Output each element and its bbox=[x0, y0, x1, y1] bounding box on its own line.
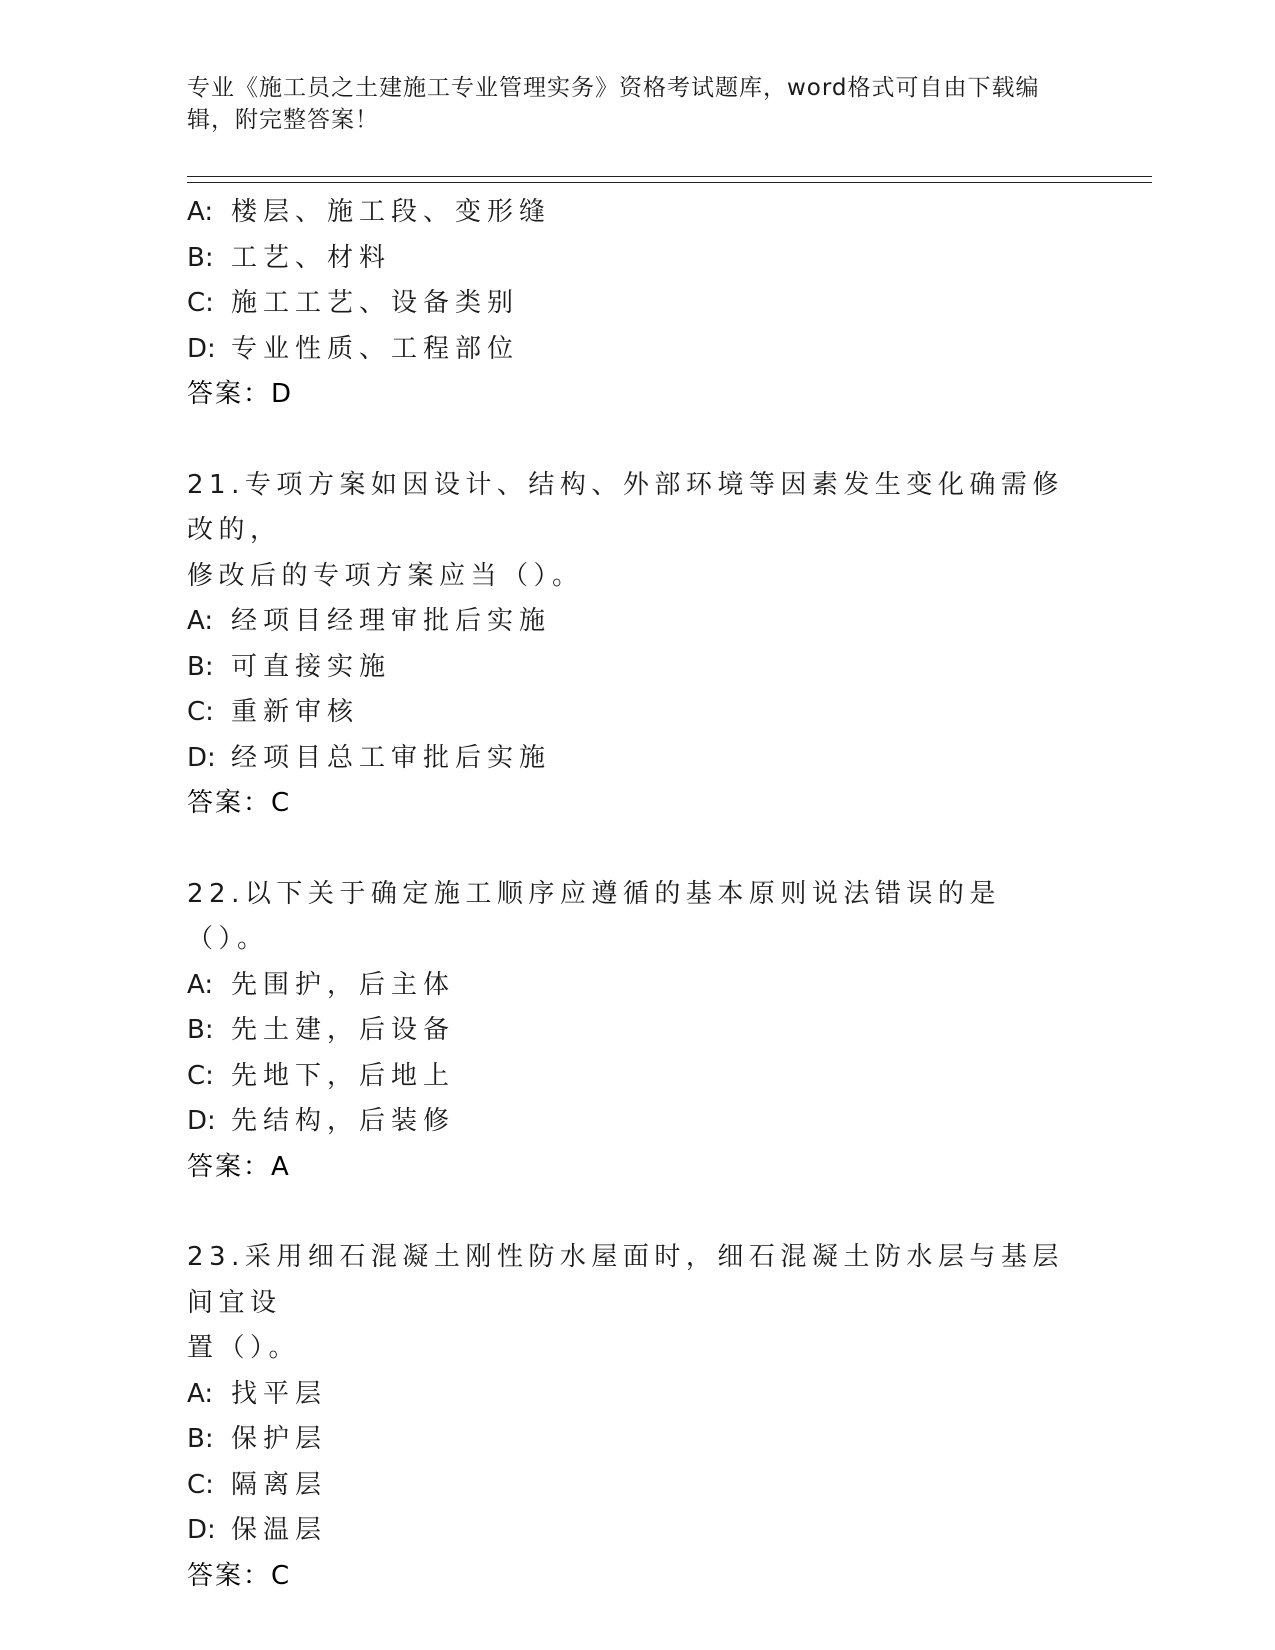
answer-line: 答案：C bbox=[187, 788, 292, 818]
option-line bbox=[187, 1417, 1107, 1463]
option-letter: D: bbox=[187, 1106, 216, 1136]
option-letter: C: bbox=[187, 1060, 214, 1091]
answer-line: 答案：C bbox=[187, 1560, 292, 1591]
option-text: 施工工艺、设备类别 bbox=[231, 288, 520, 318]
question-23 bbox=[187, 1235, 1107, 1599]
option-line bbox=[187, 599, 1107, 645]
question-22 bbox=[187, 872, 1107, 1191]
option-line bbox=[187, 1099, 1107, 1145]
option-text: 先地下，后地上 bbox=[231, 1060, 456, 1091]
question-stem-line: 21.专项方案如因设计、结构、外部环境等因素发生变化确需修改的， bbox=[187, 469, 1064, 545]
option-line bbox=[187, 1508, 1107, 1554]
option-letter: D: bbox=[187, 333, 216, 364]
option-text: 隔离层 bbox=[231, 1469, 328, 1500]
option-line bbox=[187, 1008, 1107, 1054]
option-text: 可直接实施 bbox=[231, 651, 392, 682]
option-line bbox=[187, 236, 1107, 282]
option-letter: B: bbox=[187, 651, 214, 682]
question-content bbox=[187, 190, 1107, 1599]
question-stem-line: 修改后的专项方案应当（）。 bbox=[187, 560, 584, 591]
spacer bbox=[187, 418, 1107, 463]
answer-line: 答案：D bbox=[187, 379, 294, 409]
option-line bbox=[187, 736, 1107, 782]
option-line bbox=[187, 190, 1107, 236]
option-line bbox=[187, 690, 1107, 736]
option-letter: B: bbox=[187, 242, 214, 273]
option-text: 专业性质、工程部位 bbox=[231, 333, 520, 364]
option-letter: A: bbox=[187, 969, 214, 1000]
option-text: 先结构，后装修 bbox=[231, 1106, 456, 1136]
option-text: 先土建，后设备 bbox=[231, 1015, 456, 1045]
answer-line: 答案：A bbox=[187, 1151, 291, 1182]
option-letter: A: bbox=[187, 197, 214, 227]
option-letter: C: bbox=[187, 697, 214, 727]
option-letter: B: bbox=[187, 1015, 214, 1045]
option-line bbox=[187, 1372, 1107, 1418]
option-text: 保护层 bbox=[231, 1424, 328, 1454]
spacer bbox=[187, 1190, 1107, 1235]
option-text: 找平层 bbox=[231, 1378, 328, 1409]
question-stem-line: 23.采用细石混凝土刚性防水屋面时，细石混凝土防水层与基层间宜设 bbox=[187, 1242, 1064, 1318]
spacer bbox=[187, 827, 1107, 872]
option-line bbox=[187, 327, 1107, 373]
header-rule-bottom bbox=[187, 182, 1152, 183]
option-text: 楼层、施工段、变形缝 bbox=[231, 197, 552, 227]
option-line bbox=[187, 645, 1107, 691]
option-text: 重新审核 bbox=[231, 697, 360, 727]
option-letter: B: bbox=[187, 1424, 214, 1454]
option-letter: A: bbox=[187, 606, 214, 636]
option-letter: D: bbox=[187, 742, 216, 773]
question-21 bbox=[187, 463, 1107, 827]
option-text: 工艺、材料 bbox=[231, 242, 392, 273]
question-fragment bbox=[187, 190, 1107, 418]
option-text: 经项目总工审批后实施 bbox=[231, 742, 552, 773]
option-letter: C: bbox=[187, 1469, 214, 1500]
option-letter: D: bbox=[187, 1515, 216, 1545]
option-letter: A: bbox=[187, 1378, 214, 1409]
question-stem-line: 22.以下关于确定施工顺序应遵循的基本原则说法错误的是（）。 bbox=[187, 878, 1001, 954]
option-line bbox=[187, 963, 1107, 1009]
option-text: 先围护，后主体 bbox=[231, 969, 456, 1000]
page-header: 专业《施工员之土建施工专业管理实务》资格考试题库，word格式可自由下载编辑，附完整答案！ bbox=[187, 75, 1040, 133]
option-letter: C: bbox=[187, 288, 214, 318]
option-line bbox=[187, 1463, 1107, 1509]
question-stem-line: 置（）。 bbox=[187, 1333, 301, 1363]
option-text: 经项目经理审批后实施 bbox=[231, 606, 552, 636]
option-line bbox=[187, 281, 1107, 327]
header-rule-top bbox=[187, 176, 1152, 177]
option-line bbox=[187, 1054, 1107, 1100]
option-text: 保温层 bbox=[231, 1515, 328, 1545]
